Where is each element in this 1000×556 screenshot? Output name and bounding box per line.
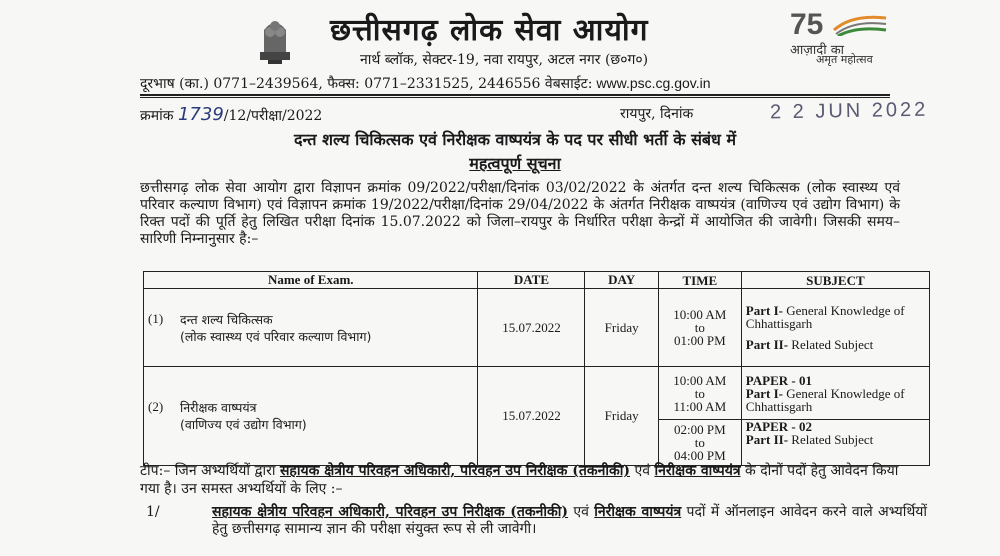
point-tail: पदों में ऑनलाइन आवेदन करने वाले अभ्यर्थियों हेतु छत्तीसगढ़ सामान्य ज्ञान की परीक्षा संयुक्त रूप से ली जावेगी। [212,504,928,537]
exam-name-cell [144,367,478,466]
exam-subject [741,420,929,466]
website-link[interactable]: www.psc.cg.gov.in [596,75,711,91]
table-row [144,289,930,367]
time-to: to [694,385,705,401]
time-end: 04:00 PM [673,448,726,463]
exam-schedule-table [143,271,930,466]
point-number: 1/ [146,504,160,520]
point-and: एवं [573,504,589,520]
logo-number: 75 [790,8,824,41]
time-start: 10:00 AM [673,307,727,322]
time-to: to [694,320,705,335]
exam-date: 15.07.2022 [478,367,585,466]
contact-line [140,74,711,93]
point-text [212,504,927,538]
commission-address: नार्थ ब्लॉक, सेक्टर-19, नवा रायपुर, अटल नगर (छ०ग०) [360,52,649,68]
note-post3: निरीक्षक वाष्पयंत्र [654,463,741,479]
note-lead: टीप:– जिन अभ्यर्थियों द्वारा [140,463,276,479]
place-date-label: रायपुर, दिनांक [620,106,694,122]
handwritten-number: 1739 [177,104,224,125]
subject-line: दन्त शल्य चिकित्सक एवं निरीक्षक वाष्पयंत्र के पद पर सीधी भर्ती के संबंध में [293,130,737,149]
part-label: Part II- [745,337,789,352]
header-name: Name of Exam. [144,272,478,289]
time-end: 01:00 PM [673,333,726,348]
part-subject: General Knowledge of Chhattisgarh [745,303,905,331]
table-row [144,367,930,420]
exam-department: (वाणिज्य एवं उद्योग विभाग) [180,417,307,432]
time-start: 10:00 AM [673,372,727,388]
part-label: Part I- [745,303,783,318]
point-post3: निरीक्षक वाष्पयंत्र [594,504,682,520]
part-label: Part II- [745,432,789,447]
reference-suffix: /12/परीक्षा/2022 [223,108,323,124]
serial-number: (1) [148,310,164,326]
state-emblem-icon [250,12,300,66]
serial-number: (2) [148,399,164,414]
exam-day: Friday [585,367,658,466]
time-to: to [694,435,705,450]
reference-number [140,104,322,125]
paper-label: PAPER - 01 [745,372,812,388]
exam-time [658,289,741,367]
header-divider-thin [140,97,890,98]
note-paragraph [140,462,920,498]
flag-swoosh-icon [832,12,888,36]
contact-numbers: दूरभाष (का.) 0771–2439564, फैक्स: 0771–2331525, 2446556 वेबसाईट: [140,76,593,92]
exam-name: निरीक्षक वाष्पयंत्र [180,400,257,415]
exam-subject [741,289,929,367]
reference-prefix: क्रमांक [140,108,174,124]
exam-time [658,420,741,466]
exam-name-cell [144,289,478,367]
azadi-amrit-mahotsav-logo [790,8,890,68]
commission-title: छत्तीसगढ़ लोक सेवा आयोग [330,13,649,48]
time-start: 02:00 PM [673,422,726,437]
table-header-row [144,272,930,289]
point-posts: सहायक क्षेत्रीय परिवहन अधिकारी, परिवहन उप निरीक्षक (तकनीकी) [212,504,569,520]
header-date: DATE [478,272,585,289]
exam-department: (लोक स्वास्थ्य एवं परिवार कल्याण विभाग) [180,328,372,344]
exam-time [658,367,741,420]
note-posts: सहायक क्षेत्रीय परिवहन अधिकारी, परिवहन उप निरीक्षक (तकनीकी) [279,463,630,479]
header-subject: SUBJECT [741,272,929,289]
date-stamp: 2 2 JUN 2022 [769,98,929,124]
note-and: एवं [634,463,650,479]
header-divider [140,94,890,96]
header-day: DAY [585,272,658,289]
exam-name: दन्त शल्य चिकित्सक [180,311,273,327]
note-tail: के दोनों पदों हेतु आवेदन किया गया है। उन समस्त अभ्यर्थियों के लिए :– [140,463,899,497]
paper-label: PAPER - 02 [745,419,812,434]
exam-subject [741,367,929,420]
time-end: 11:00 AM [673,398,727,414]
part-label: Part I- [745,385,783,401]
notice-subject [140,128,890,176]
part-subject: General Knowledge of Chhattisgarh [745,385,905,414]
exam-date: 15.07.2022 [478,289,585,367]
part-subject: Related Subject [791,337,874,352]
logo-line2: अमृत महोत्सव [816,53,873,66]
part-subject: Related Subject [791,432,874,447]
subject-heading: महत्वपूर्ण सूचना [469,154,561,173]
logo-line1: आज़ादी का [790,43,845,58]
exam-day: Friday [585,289,658,367]
header-time: TIME [658,272,741,289]
notice-paragraph: छत्तीसगढ़ लोक सेवा आयोग द्वारा विज्ञापन क्रमांक 09/2022/परीक्षा/दिनांक 03/02/2022 के अंतर्गत दन्त शल्य चिकित्सक (लोक स्वास्थ्य एवं परिवार कल्याण विभाग) एवं विज्ञापन क्रमांक 19/2022/परीक्षा/दिनांक 29/04/2022 के अंतर्गत निरीक्षक वाष्पयंत्र (वाणिज्य एवं उद्योग विभाग) के रिक्त पदों की पूर्ति हेतु लिखित परीक्षा दिनांक 15.07.2022 को जिला–रायपुर के निर्धारित परीक्षा केन्द्रों में आयोजित की जावेगी। जिसकी समय–सारिणी निम्नानुसार है:– [140,180,900,247]
